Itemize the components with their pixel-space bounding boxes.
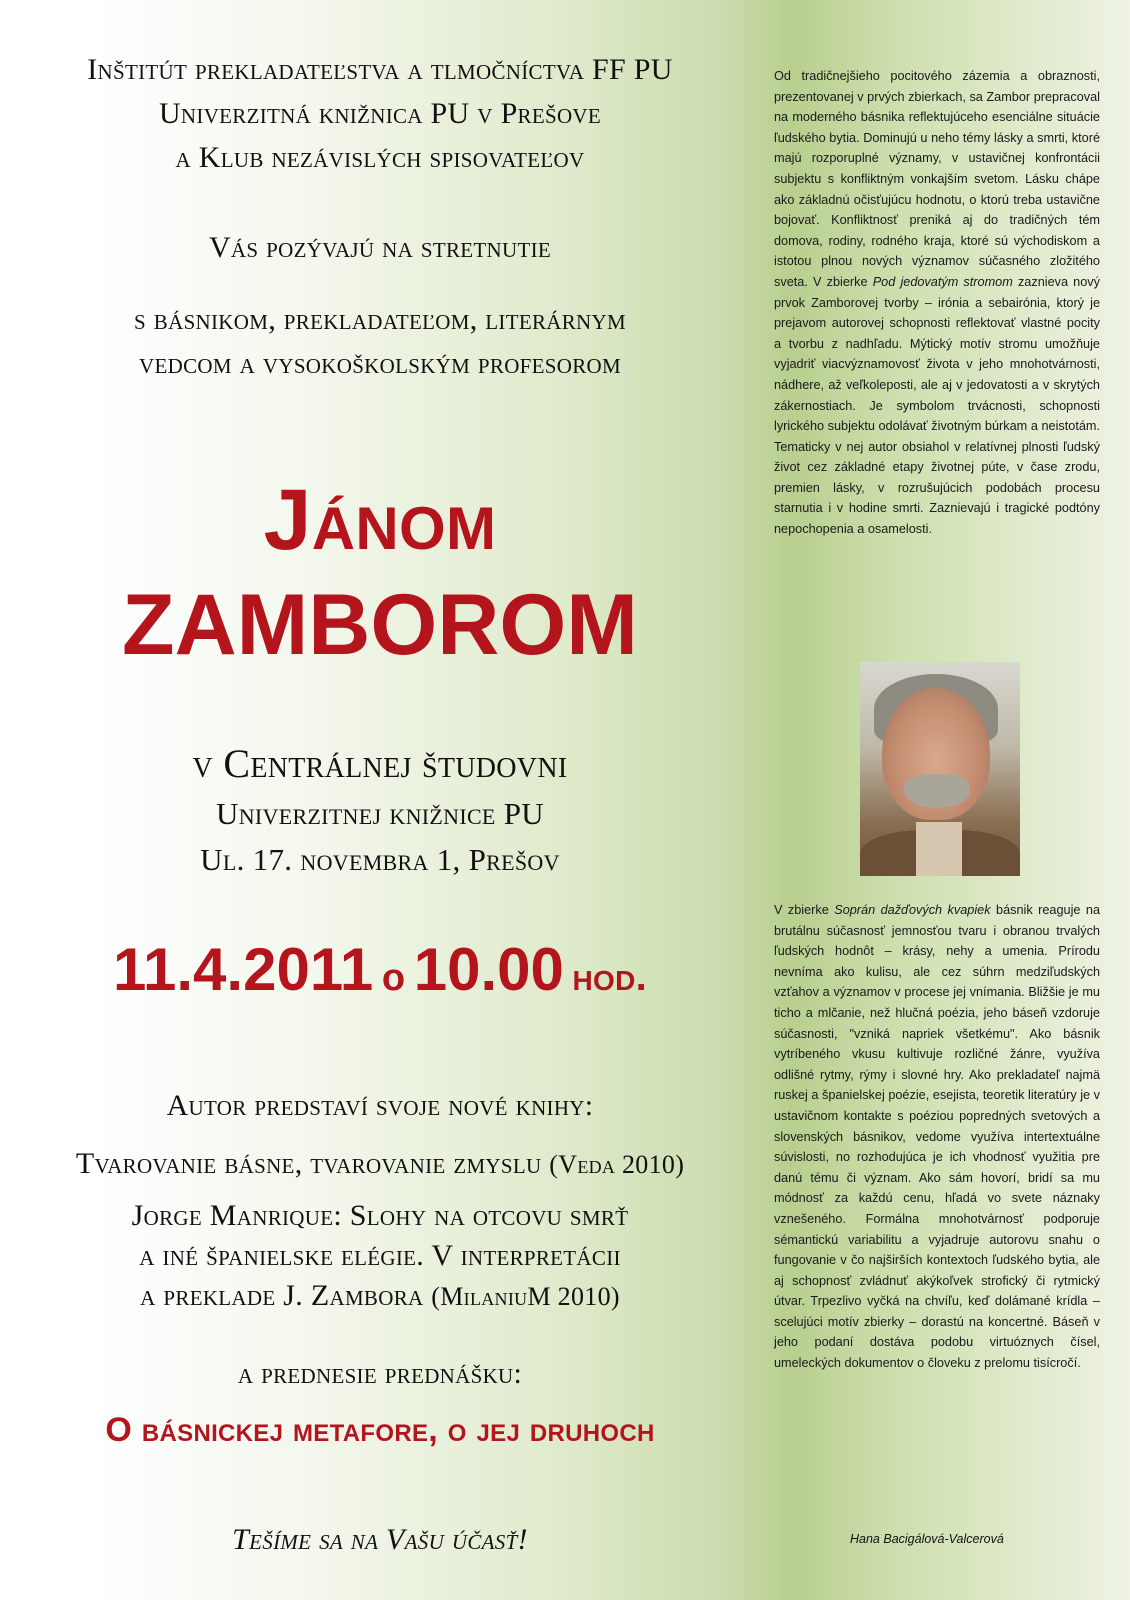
guest-first-name: Jánom	[263, 472, 497, 568]
invitation-line: Vás pozývajú na stretnutie	[208, 231, 552, 264]
book-1-title: Tvarovanie básne, tvarovanie zmyslu	[75, 1147, 542, 1180]
book-2-line-1: Jorge Manrique: Slohy na otcovu smrť	[131, 1199, 629, 1232]
book-1	[30, 1144, 730, 1185]
header-line-2: Univerzitná knižnica PU v Prešove	[158, 97, 602, 130]
book-2-line-3	[30, 1276, 730, 1317]
header-line-3: a Klub nezávislých spisovateľov	[175, 141, 585, 174]
book-2-line-2: a iné španielske elégie. V interpretácii	[139, 1239, 621, 1272]
book-2-publisher: (MilaniuM 2010)	[431, 1282, 620, 1311]
book-title-italic-2: Soprán dažďových kvapiek	[834, 903, 991, 917]
article-text-2a: V zbierke	[774, 903, 835, 917]
article-paragraph-1	[774, 66, 1100, 540]
event-time: 10.00	[413, 936, 564, 1003]
event-datetime	[30, 930, 730, 1020]
book-title-italic-1: Pod jedovatým stromom	[872, 274, 1013, 289]
header-line-1: Inštitút prekladateľstva a tlmočníctva FF PU	[87, 53, 673, 86]
venue-line-2: Univerzitnej knižnice PU	[216, 796, 544, 831]
intro-line-1: s básnikom, prekladateľom, literárnym	[134, 303, 626, 336]
intro-line-2: vedcom a vysokoškolským profesorom	[139, 347, 621, 380]
article-text-1b: zaznieva nový prvok Zamborovej tvorby – irónia a sebairónia, ktorý je prejavom autorovej schopnosti reflektovať vlastné pocity a tvorbu z nadhľadu. Mýtický motív stromu umožňuje vyjadriť viacvýznamovosť života v jeho mnohotvárnosti, nádhere, až veľkoleposti, ale aj v jedovatosti a v skrytých zákernostiach. Je symbolom trvácnosti, schopnosti lyrického subjektu odolávať životným búrkam a neistotám. Tematicky v nej autor obsiahol v relatívnej plnosti ľudský život cez základné etapy životnej púte, v čase zrodu, premien lásky, v rozrušujúcich podobách procesu starnutia i v hodine smrti. Zaznievajú i tragické podtóny nepochopenia a osamelosti.	[774, 274, 1100, 537]
lecture-intro: a prednesie prednášku:	[237, 1357, 523, 1390]
event-date: 11.4.2011	[112, 936, 374, 1003]
article-text-2b: básnik reaguje na brutálnu súčasnosť jemnosťou tvaru i obranou trvalých ľudských hodnôt – krásy, nehy a umenia. Prírodu nevníma ako kulisu, ale cez súhrn medziľudských vzťahov a významov v procese jej vnímania. Bližšie je mu ticho a mlčanie, než hlučná poézia, jeho báseň vzdoruje súčasnosti, "vzniká napriek všetkému". Ako básnik vytríbeného vkusu kultivuje rozličné žánre, využíva odlišné rytmy, rýmy i slovné hry. Ako prekladateľ najmä ruskej a španielskej poézie, esejista, teoretik literatúry je v ustavičnom kontakte s poéziou popredných svetových a slovenských básnikov, vedome využíva intertextuálne súvislosti, no rozhodujúca je ich vhodnosť využitia pre danú tému či význam. Ako sám hovorí, bridí sa mu módnosť za každú cenu, hľadá vo svete náznaky vznešeného. Formálna mnohotvárnosť podporuje sémantickú variabilitu a vyjadruje autorovu snahu o fungovanie v čo najširších kontextoch ľudského bytia, ale aj schopnosť zvládnuť akýkoľvek strofický či rytmický útvar. Trpezlivo vyčká na chvíľu, keď dolámané krídla – scelujúci motív zbierky – dorastú na koncertné. Báseň v jeho podaní dostáva podobu virtuóznych čísel, umeleckých dokumentov o človeku z prelomu tisícročí.	[774, 903, 1100, 1371]
venue-line-1: v Centrálnej študovni	[192, 741, 568, 786]
books-intro: Autor predstaví svoje nové knihy:	[166, 1089, 594, 1122]
book-2-author: a preklade J. Zambora	[140, 1279, 424, 1312]
book-1-publisher: (Veda 2010)	[549, 1150, 685, 1179]
author-portrait-photo	[860, 662, 1020, 876]
article-text-1a: Od tradičnejšieho pocitového zázemia a obraznosti, prezentovanej v prvých zbierkach, sa Zambor prepracoval na moderného básnika reflektujúceho esenciálne situácie ľudského bytia. Dominujú u neho témy lásky a smrti, ktoré majú rozporuplné významy, v ustavičnej konfrontácii subjektu s konfliktným vonkajším svetom. Lásku chápe ako základnú očisťujúcu hodnotu, o ktorú treba ustavične bojovať. Konfliktnosť preniká aj do tradičných tém domova, rodiny, rodného kraja, ktoré sú východiskom a istotou plnou nových významov súčasného zložitého sveta. V zbierke	[774, 69, 1100, 289]
lecture-title: O básnickej metafore, o jej druhoch	[105, 1411, 655, 1449]
event-at: o	[381, 957, 406, 999]
closing-line: Tešíme sa na Vašu účasť!	[232, 1523, 528, 1556]
guest-last-name: ZAMBOROM	[122, 577, 638, 673]
event-hour-suffix: hod.	[572, 955, 648, 999]
article-paragraph-2	[774, 900, 1100, 1374]
venue-line-3: Ul. 17. novembra 1, Prešov	[200, 842, 560, 877]
article-signature: Hana Bacigálová-Valcerová	[850, 1532, 1004, 1546]
